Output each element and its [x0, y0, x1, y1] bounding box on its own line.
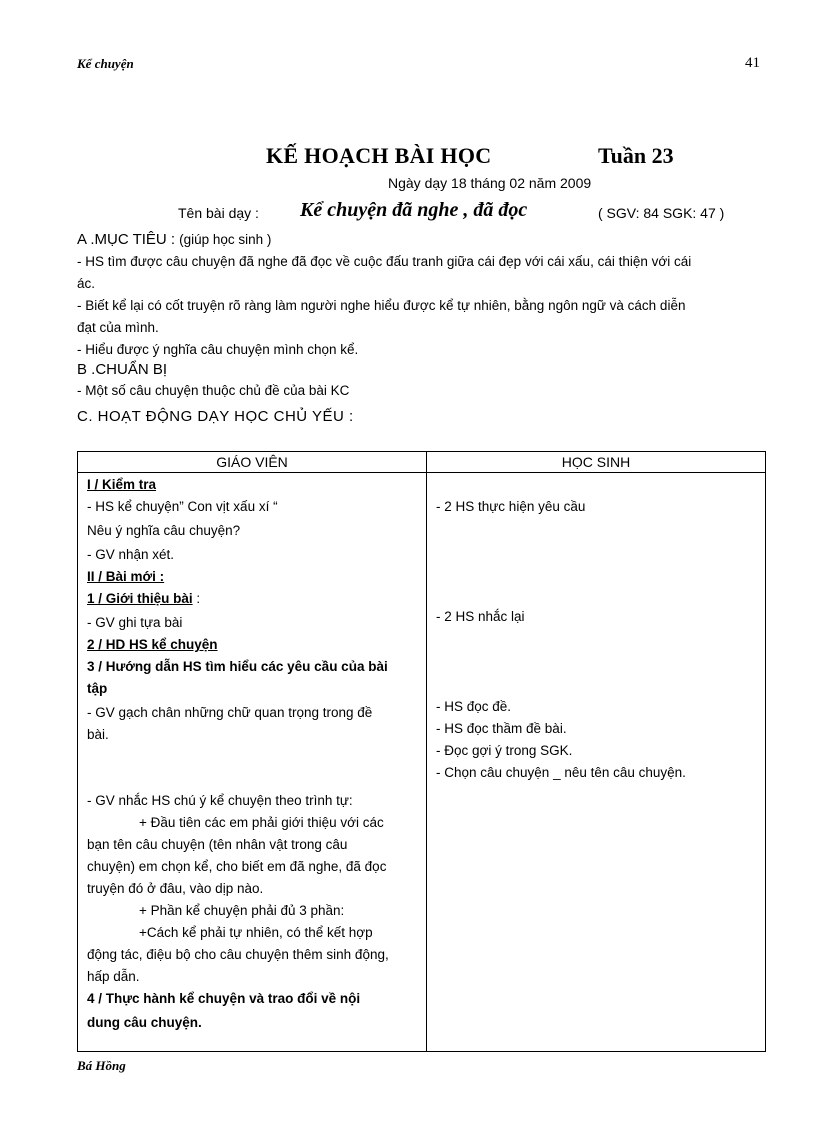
- objective-line: - HS tìm được câu chuyện đã nghe đã đọc về cuộc đấu tranh giữa cái đẹp với cái xấu, cái thiện với cái: [77, 254, 692, 269]
- teacher-line: - GV nhắc HS chú ý kể chuyện theo trình tự:: [87, 793, 353, 808]
- lesson-reference: ( SGV: 84 SGK: 47 ): [598, 205, 725, 221]
- teacher-line: bạn tên câu chuyện (tên nhân vật trong câu: [87, 837, 348, 852]
- teacher-line: + Đầu tiên các em phải giới thiệu với các: [139, 815, 384, 830]
- teacher-subheading-colon: :: [192, 591, 201, 606]
- teacher-line: I / Kiểm tra: [87, 477, 157, 492]
- teacher-line: chuyện) em chọn kể, cho biết em đã nghe, đã đọc: [87, 859, 387, 874]
- teacher-line: II / Bài mới :: [87, 569, 165, 584]
- teacher-line: + Phần kể chuyện phải đủ 3 phần:: [139, 903, 345, 918]
- teacher-line: 3 / Hướng dẫn HS tìm hiểu các yêu cầu của bài: [87, 659, 388, 674]
- teacher-line: - GV nhận xét.: [87, 547, 175, 562]
- section-a-note: (giúp học sinh ): [179, 232, 272, 247]
- teacher-line: 2 / HD HS kể chuyện: [87, 637, 218, 652]
- teacher-line: - HS kể chuyện” Con vịt xấu xí “: [87, 499, 278, 514]
- header-subject: Kể chuyện: [77, 56, 134, 71]
- student-line: - HS đọc thầm đề bài.: [436, 721, 567, 736]
- student-column-header: HỌC SINH: [427, 452, 766, 473]
- teacher-line: động tác, điệu bộ cho câu chuyện thêm sinh động,: [87, 947, 389, 962]
- teacher-line: tập: [87, 681, 108, 696]
- student-line: - 2 HS thực hiện yêu cầu: [436, 499, 586, 514]
- section-objectives: [77, 229, 767, 361]
- teacher-line: hấp dẫn.: [87, 969, 140, 984]
- teacher-cell: [78, 473, 427, 1052]
- section-a-heading: A .MỤC TIÊU :: [77, 231, 176, 248]
- week-label: Tuần 23: [598, 143, 674, 168]
- teacher-subheading: 1 / Giới thiệu bài: [87, 591, 193, 606]
- teacher-column-header: GIÁO VIÊN: [78, 452, 427, 473]
- teacher-line: dung câu chuyện.: [87, 1015, 202, 1030]
- teacher-line: - GV ghi tựa bài: [87, 615, 183, 630]
- teacher-line: [87, 589, 200, 609]
- page-number: 41: [745, 55, 760, 71]
- teacher-line: truyện đó ở đâu, vào dịp nào.: [87, 881, 264, 896]
- student-line: - Đọc gợi ý trong SGK.: [436, 743, 573, 758]
- student-cell: [427, 473, 766, 1052]
- teacher-line: bài.: [87, 727, 109, 742]
- lesson-name: Kể chuyện đã nghe , đã đọc: [300, 199, 528, 221]
- page-title: KẾ HOẠCH BÀI HỌC: [266, 143, 492, 168]
- student-line: - Chọn câu chuyện _ nêu tên câu chuyện.: [436, 765, 686, 780]
- student-line: - 2 HS nhắc lại: [436, 609, 525, 624]
- teaching-date: Ngày dạy 18 tháng 02 năm 2009: [388, 175, 592, 191]
- student-line: - HS đọc đề.: [436, 699, 512, 714]
- teacher-line: 4 / Thực hành kể chuyện và trao đổi về nội: [87, 991, 361, 1006]
- teacher-line: Nêu ý nghĩa câu chuyện?: [87, 523, 241, 538]
- lesson-label: Tên bài dạy :: [178, 205, 259, 221]
- preparation-line: - Một số câu chuyện thuộc chủ đề của bài KC: [77, 383, 350, 398]
- lesson-plan-table: [77, 451, 766, 1052]
- objective-line: - Hiểu được ý nghĩa câu chuyện mình chọn kể.: [77, 342, 359, 357]
- objective-line: ác.: [77, 276, 96, 291]
- teacher-line: +Cách kể phải tự nhiên, có thể kết hợp: [139, 925, 373, 940]
- section-preparation: [77, 360, 767, 402]
- objective-line: - Biết kể lại có cốt truyện rõ ràng làm người nghe hiểu được kể tự nhiên, bằng ngôn ngữ và cách diễn: [77, 298, 686, 313]
- section-b-heading: B .CHUẨN BỊ: [77, 361, 168, 378]
- objective-line: đạt của mình.: [77, 320, 159, 335]
- footer-author: Bá Hồng: [77, 1058, 126, 1073]
- teacher-line: - GV gạch chân những chữ quan trọng trong đề: [87, 705, 373, 720]
- section-c-heading: C. HOẠT ĐỘNG DẠY HỌC CHỦ YẾU :: [77, 408, 354, 425]
